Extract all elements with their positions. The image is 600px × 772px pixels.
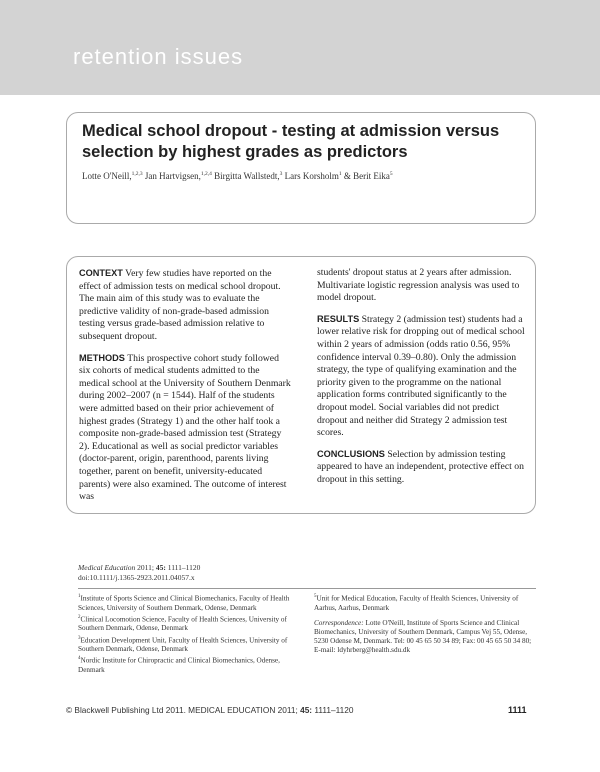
methods-text: This prospective cohort study followed six cohorts of medical students admitted to the medical school at the University of Southern Denmark during 2002–2007 (n = 1544). Half of the students were admitted based on their prior achievement of highest grades (Strategy 1) and the other half took a composite non-grade-based admission test (Strategy 2). Educational as well as social predictor variables (doctor-parent, origin, parenthood, parents living together, parent on benefit, university-educated parents) were also examined. The outcome of interest was <box>79 352 291 503</box>
context-paragraph <box>79 267 291 344</box>
affiliation <box>78 654 298 675</box>
author-affiliation: 1,2,3 <box>131 171 143 177</box>
affiliations-right <box>314 592 536 656</box>
affiliation <box>78 634 298 655</box>
affiliation-text: Nordic Institute for Chiropractic and Clinical Biomechanics, Odense, Denmark <box>78 656 280 674</box>
footer-pages: 1111–1120 <box>314 705 354 715</box>
affiliation-number: 4 <box>78 656 81 662</box>
doi: doi:10.1111/j.1365-2923.2011.04057.x <box>78 573 195 582</box>
affiliation-text: Clinical Locomotion Science, Faculty of Health Sciences, University of Southern Denmark, Odense, Denmark <box>78 615 287 633</box>
footer-volume: 45: <box>300 705 313 715</box>
author-name: & Berit Eika <box>343 171 390 181</box>
results-paragraph <box>317 313 529 440</box>
affiliation-text: Institute of Sports Science and Clinical Biomechanics, Faculty of Health Sciences, University of Southern Denmark, Odense, Denmark <box>78 594 290 612</box>
methods-continuation: students' dropout status at 2 years after admission. Multivariate logistic regression analysis was used to model dropout. <box>317 267 520 304</box>
correspondence-label: Correspondence: <box>314 618 364 627</box>
affiliation-number: 1 <box>78 594 81 599</box>
results-text: Strategy 2 (admission test) students had a lower relative risk for dropping out of medical school within 2 years of admission (odds ratio 0.56, 95% confidence interval 0.39–0.80). Only the admission strategy, the type of qualifying examination and the priority given to the programme on the national application forms contributed significantly to the dropout model. Social variables did not predict dropout and neither did Strategy 2 admission test scores. <box>317 313 525 439</box>
methods-label: METHODS <box>79 352 125 363</box>
author-list <box>82 168 522 182</box>
citation <box>78 563 200 583</box>
affiliations-left <box>78 592 298 675</box>
author-affiliation: 1,2,4 <box>200 171 212 177</box>
article-title: Medical school dropout - testing at admission versus selection by highest grades as predictors <box>82 122 500 161</box>
author-name: Lotte O'Neill, <box>82 171 132 181</box>
abstract-column-right <box>317 267 529 495</box>
journal-name: Medical Education <box>78 563 136 572</box>
correspondence-text: Lotte O'Neill, Institute of Sports Science and Clinical Biomechanics, University of Southern Denmark, Campus Vej 55, Odense, 5230 Odense M, Denmark. Tel: 00 45 65 50 34 89; Fax: 00 45 65 50 34 80; E-mail: ldyhrberg@health.sdu.dk <box>314 618 532 655</box>
conclusions-label: CONCLUSIONS <box>317 448 385 459</box>
abstract-column-left <box>79 267 291 512</box>
author-affiliation: 1 <box>338 171 342 177</box>
conclusions-paragraph <box>317 448 529 487</box>
context-text: Very few studies have reported on the effect of admission tests on medical school dropout. The main aim of this study was to evaluate the predictive validity of non-grade-based admission testing versus grade-based admission relative to subsequent dropout. <box>79 268 281 342</box>
page-footer <box>66 705 536 715</box>
methods-paragraph <box>79 352 291 504</box>
footnote-divider <box>78 588 536 589</box>
author-affiliation: 3 <box>279 171 283 177</box>
author-name: Birgitta Wallstedt, <box>214 171 280 181</box>
affiliation-text: Education Development Unit, Faculty of Health Sciences, University of Southern Denmark, Odense, Denmark <box>78 635 288 654</box>
affiliation <box>78 613 298 634</box>
page-number: 1111 <box>508 705 527 715</box>
author-affiliation: 5 <box>389 171 393 177</box>
context-label: CONTEXT <box>79 268 123 278</box>
citation-year: 2011; <box>137 563 154 572</box>
affiliation <box>78 592 298 613</box>
results-label: RESULTS <box>317 313 360 324</box>
affiliation-text: Unit for Medical Education, Faculty of Health Sciences, University of Aarhus, Aarhus, Denmark <box>314 594 519 612</box>
conclusions-text: Selection by admission testing appeared to have an independent, protective effect on dropout in this setting. <box>317 448 524 485</box>
affiliation <box>314 592 536 613</box>
copyright-text: © Blackwell Publishing Ltd 2011. MEDICAL EDUCATION 2011; <box>66 705 298 715</box>
citation-volume: 45: <box>155 563 166 572</box>
citation-pages: 1111–1120 <box>167 563 201 572</box>
section-banner <box>0 0 600 95</box>
correspondence <box>314 619 536 656</box>
affiliation-number: 2 <box>78 614 81 620</box>
affiliation-number: 3 <box>78 635 81 641</box>
affiliation-number: 5 <box>314 594 317 599</box>
author-name: Lars Korsholm <box>284 171 339 181</box>
section-title: retention issues <box>73 44 244 69</box>
author-name: Jan Hartvigsen, <box>144 171 201 181</box>
